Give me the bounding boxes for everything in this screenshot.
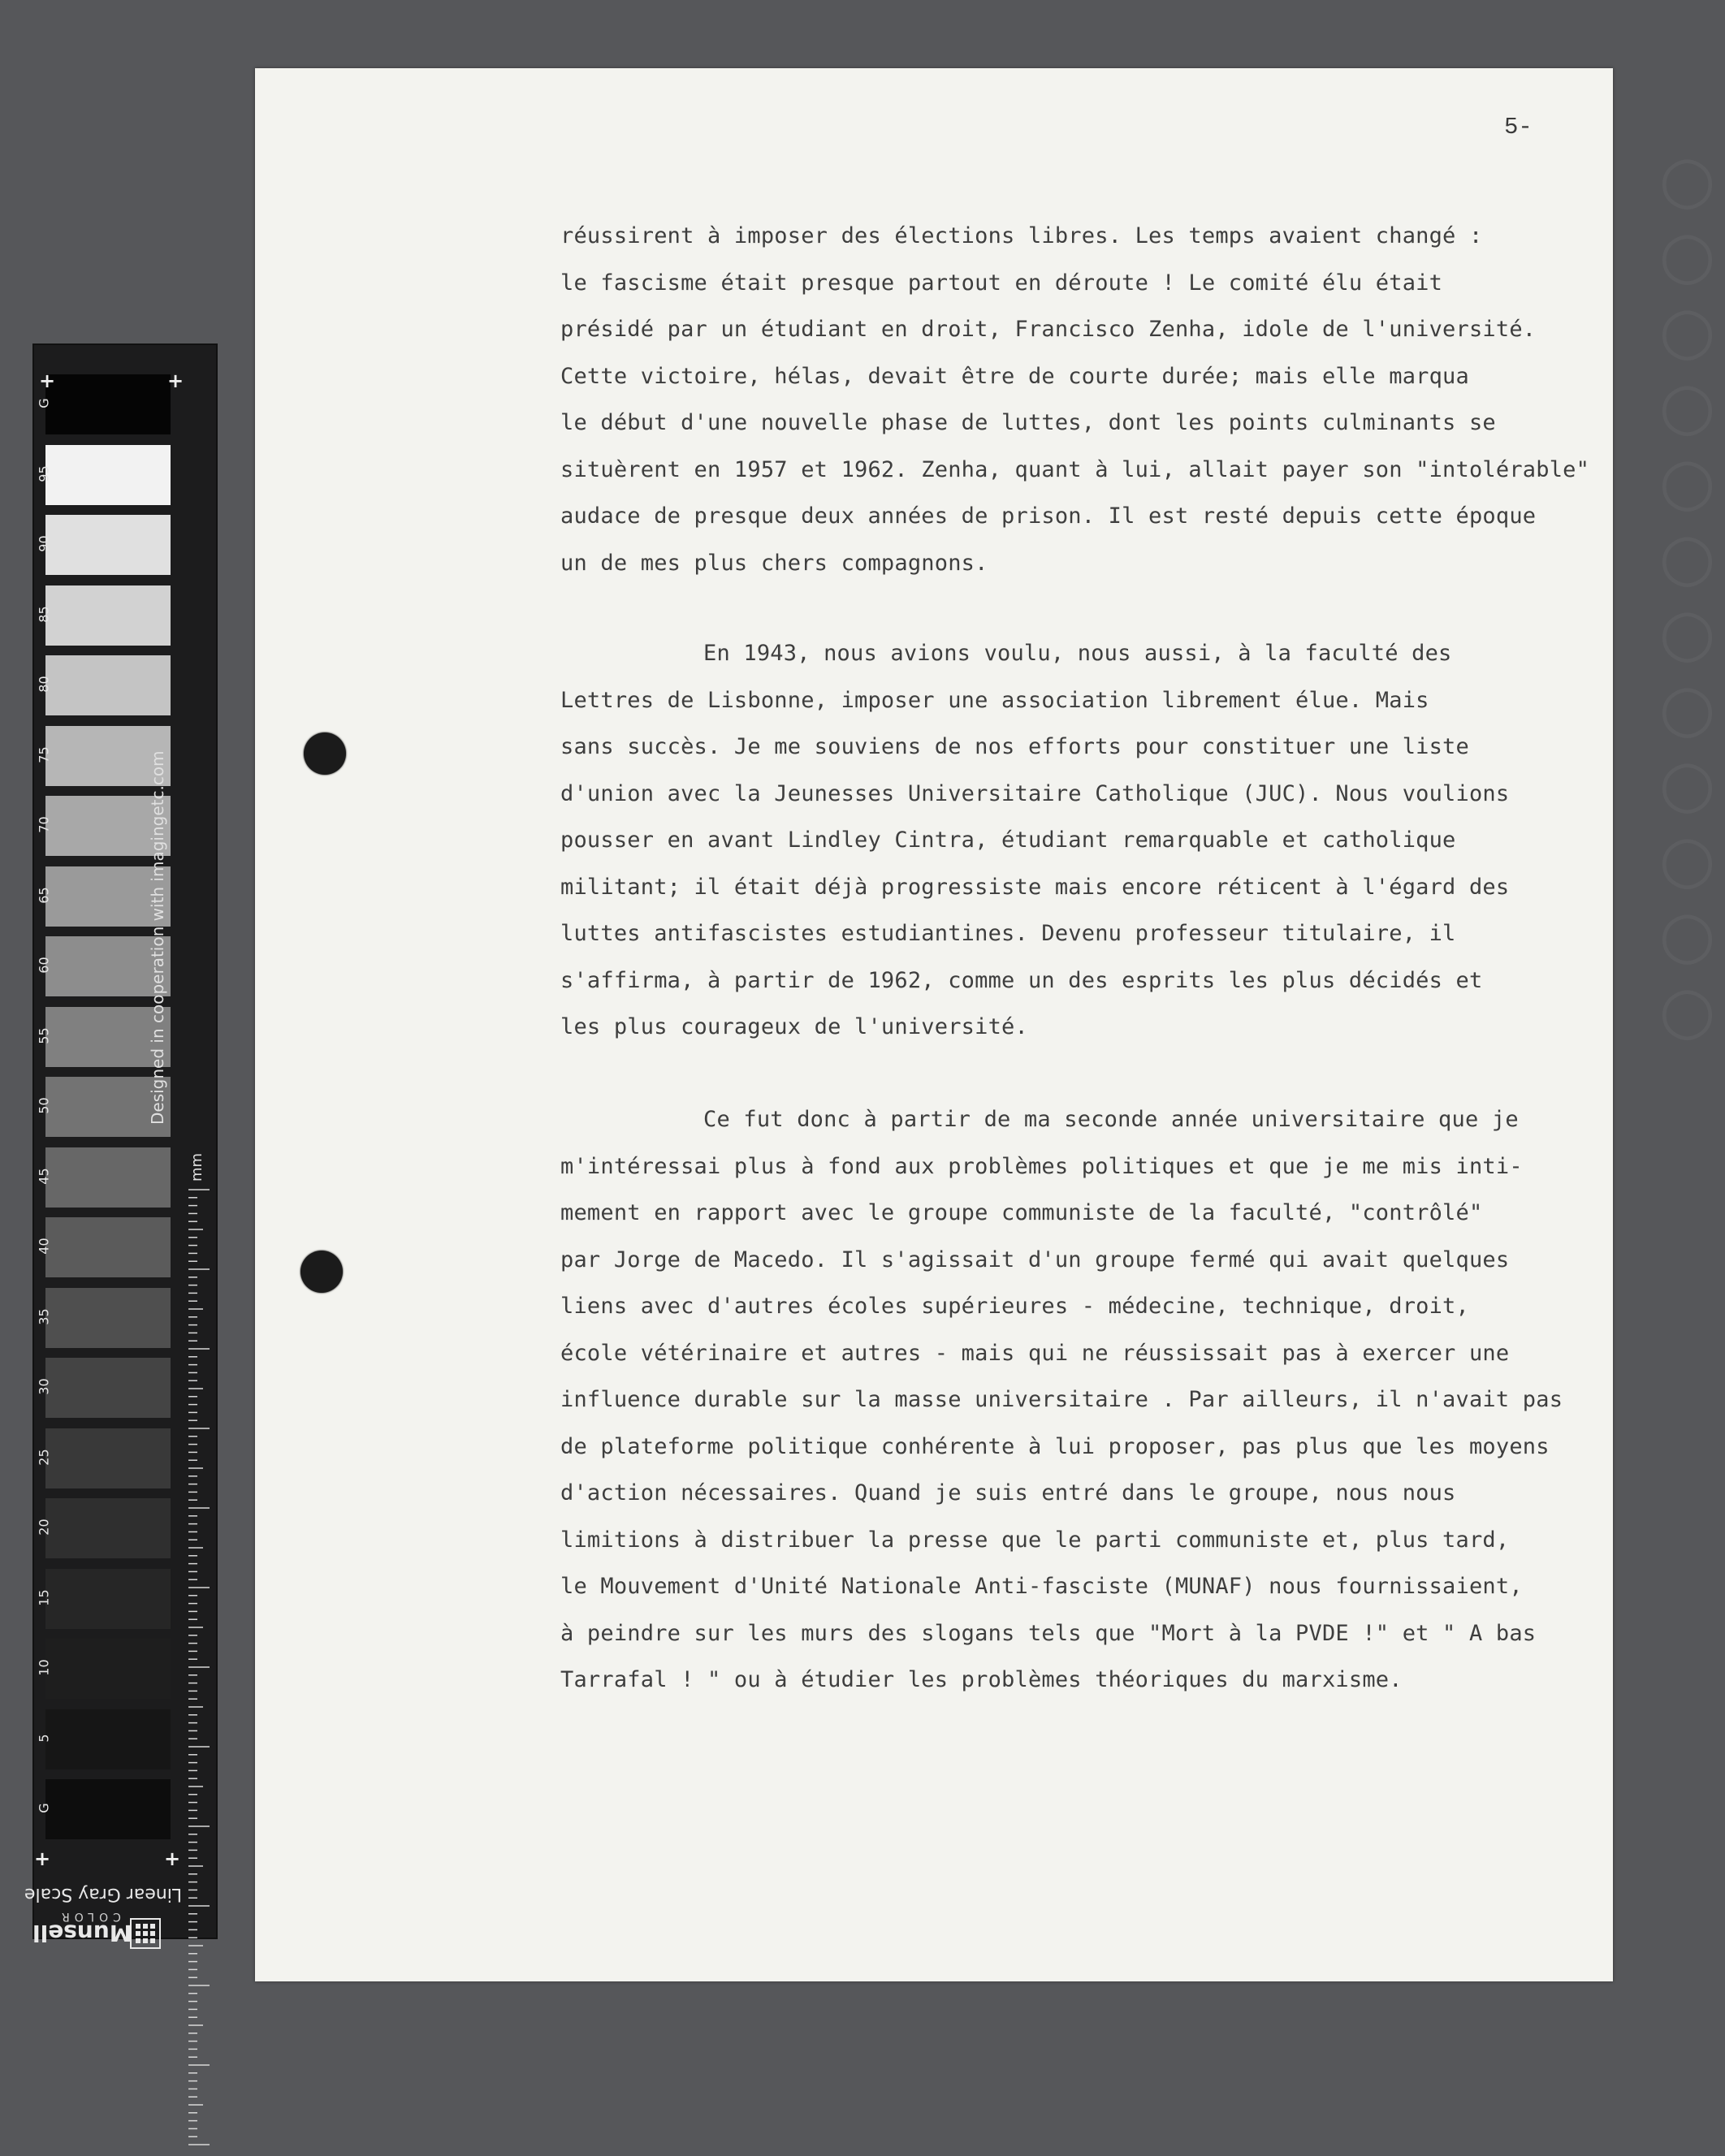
text-line: le fascisme était presque partout en déroute ! Le comité élu était [560, 270, 1443, 296]
card-credit: Designed in cooperation with imagingetc.com [148, 750, 167, 1125]
gray-value-label: 60 [36, 957, 52, 974]
gray-swatch [45, 1428, 171, 1488]
gray-value-label: G [36, 1803, 52, 1813]
gray-value-label: 85 [36, 605, 52, 623]
gray-scale-card [32, 343, 218, 1939]
gray-swatch [45, 1709, 171, 1769]
text-line: Cette victoire, hélas, devait être de courte durée; mais elle marqua [560, 363, 1469, 389]
gray-swatch [45, 445, 171, 505]
gray-value-label: 25 [36, 1448, 52, 1466]
gray-swatch [45, 1147, 171, 1208]
faint-stamp-watermark: ○○○○○○○○○○○○ [1649, 141, 1725, 1048]
gray-value-label: 50 [36, 1097, 52, 1114]
text-line: m'intéressai plus à fond aux problèmes politiques et que je me mis inti- [560, 1153, 1523, 1179]
gray-swatch [45, 1639, 171, 1699]
text-line: mement en rapport avec le groupe communiste de la faculté, "contrôlé" [560, 1200, 1483, 1225]
gray-swatch [45, 515, 171, 575]
text-line: militant; il était déjà progressiste mais encore réticent à l'égard des [560, 874, 1510, 900]
gray-value-label: 70 [36, 816, 52, 833]
paragraph-2 [560, 630, 1608, 1051]
text-line: Ce fut donc à partir de ma seconde année universitaire que je [703, 1107, 1519, 1132]
text-line: liens avec d'autres écoles supérieures - médecine, technique, droit, [560, 1294, 1469, 1319]
text-line: situèrent en 1957 et 1962. Zenha, quant à lui, allait payer son "intolérable" [560, 456, 1590, 482]
text-line: un de mes plus chers compagnons. [560, 550, 988, 576]
gray-value-label: 40 [36, 1238, 52, 1255]
gray-swatch [45, 1498, 171, 1558]
gray-value-label: 95 [36, 464, 52, 482]
gray-swatch [45, 1779, 171, 1839]
plus-mark: + [164, 1847, 181, 1870]
text-line: à peindre sur les murs des slogans tels que "Mort à la PVDE !" et " A bas [560, 1620, 1537, 1646]
gray-swatch [45, 1288, 171, 1348]
gray-value-label: 90 [36, 535, 52, 552]
text-line: sans succès. Je me souviens de nos efforts pour constituer une liste [560, 734, 1469, 759]
scale-title: Linear Gray Scale [24, 1884, 183, 1904]
plus-mark: + [167, 369, 184, 392]
text-line: pousser en avant Lindley Cintra, étudiant remarquable et catholique [560, 827, 1456, 853]
text-line: d'union avec la Jeunesses Universitaire Catholique (JUC). Nous voulions [560, 780, 1510, 806]
gray-value-label: 15 [36, 1588, 52, 1606]
punch-hole [300, 1251, 343, 1293]
text-line: école vétérinaire et autres - mais qui ne réussissait pas à exercer une [560, 1340, 1510, 1366]
page-number: 5- [1504, 114, 1533, 140]
munsell-logo-icon [130, 1918, 161, 1949]
text-line: d'action nécessaires. Quand je suis entré dans le groupe, nous nous [560, 1480, 1456, 1506]
text-line: audace de presque deux années de prison. Il est resté depuis cette époque [560, 503, 1537, 529]
plus-mark: + [34, 1847, 51, 1870]
gray-swatch [45, 374, 171, 434]
text-line: le début d'une nouvelle phase de luttes, dont les points culminants se [560, 410, 1496, 435]
punch-hole [304, 732, 346, 775]
gray-value-label: 35 [36, 1307, 52, 1325]
plus-mark: + [39, 369, 56, 392]
text-line: En 1943, nous avions voulu, nous aussi, à la faculté des [703, 641, 1452, 666]
gray-value-label: 65 [36, 886, 52, 904]
text-line: luttes antifascistes estudiantines. Devenu professeur titulaire, il [560, 921, 1456, 946]
gray-value-label: 80 [36, 676, 52, 693]
text-line: s'affirma, à partir de 1962, comme un des esprits les plus décidés et [560, 967, 1483, 993]
gray-value-label: 75 [36, 745, 52, 763]
text-line: réussirent à imposer des élections libres. Les temps avaient changé : [560, 223, 1483, 248]
text-line: influence durable sur la masse universitaire . Par ailleurs, il n'avait pas [560, 1387, 1563, 1412]
gray-value-label: G [36, 398, 52, 408]
ruler-unit-label: mm [188, 1152, 205, 1182]
paragraph-1 [560, 213, 1608, 586]
mm-ruler [188, 1182, 211, 2156]
gray-value-label: 5 [36, 1733, 52, 1743]
text-line: limitions à distribuer la presse que le parti communiste et, plus tard, [560, 1527, 1510, 1553]
text-line: par Jorge de Macedo. Il s'agissait d'un groupe fermé qui avait quelques [560, 1247, 1510, 1272]
gray-value-label: 20 [36, 1519, 52, 1536]
gray-value-label: 10 [36, 1659, 52, 1676]
gray-swatch [45, 1569, 171, 1629]
text-line: de plateforme politique conhérente à lui proposer, pas plus que les moyens [560, 1433, 1550, 1459]
text-line: Lettres de Lisbonne, imposer une association librement élue. Mais [560, 687, 1429, 713]
brand-sub: COLOR [57, 1910, 121, 1923]
text-line: les plus courageux de l'université. [560, 1014, 1028, 1039]
gray-value-label: 45 [36, 1167, 52, 1185]
brand-name: Munsell [32, 1920, 132, 1946]
paragraph-3 [560, 1096, 1608, 1704]
gray-value-label: 55 [36, 1026, 52, 1044]
gray-swatch [45, 1217, 171, 1277]
text-line: Tarrafal ! " ou à étudier les problèmes théoriques du marxisme. [560, 1667, 1403, 1692]
text-line: le Mouvement d'Unité Nationale Anti-fasciste (MUNAF) nous fournissaient, [560, 1574, 1523, 1599]
text-line: présidé par un étudiant en droit, Francisco Zenha, idole de l'université. [560, 317, 1537, 342]
gray-value-label: 30 [36, 1378, 52, 1395]
gray-swatch [45, 1358, 171, 1418]
